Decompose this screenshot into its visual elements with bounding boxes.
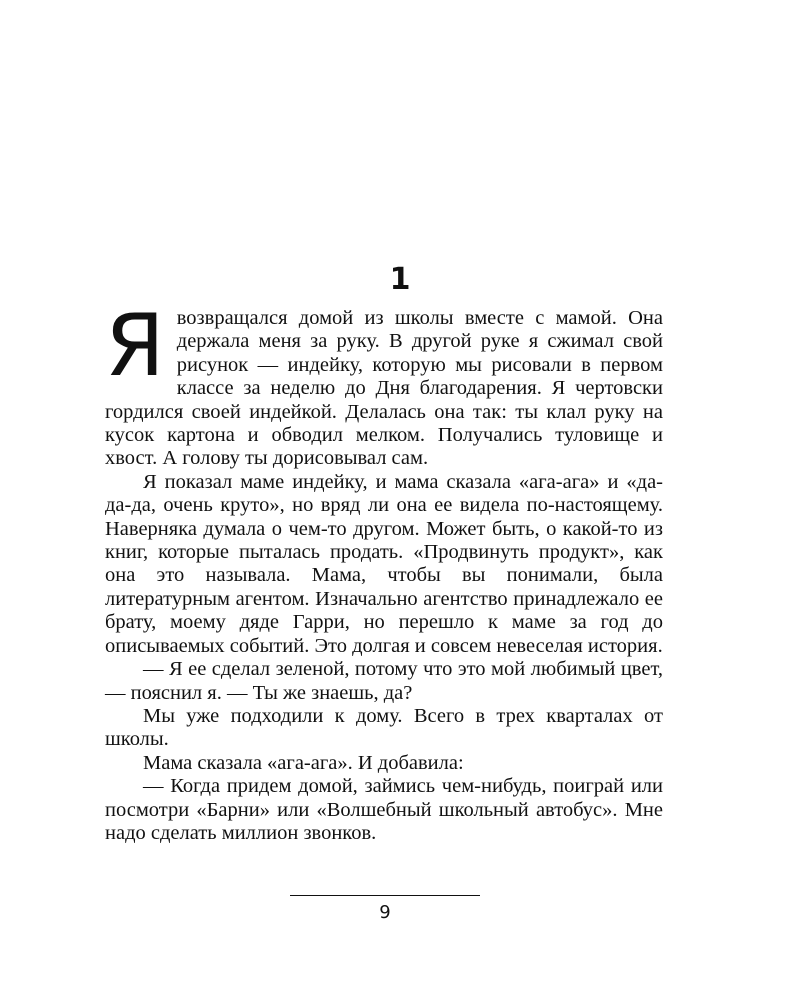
paragraph-1	[105, 296, 663, 471]
paragraph-2: Я показал маме индейку, и мама сказала «ага-ага» и «да-да-да, очень круто», но вряд ли она ее видела по-настоящему. Наверняка думала о чем-то другом. Может быть, о какой-то из книг, которые пыталась продать. «Продвинуть продукт», как она это называла. Мама, чтобы вы понимали, была литературным агентом. Изначально агентство принадлежало ее брату, моему дяде Гарри, но перешло к маме за год до описываемых событий. Это долгая и совсем невеселая история.	[105, 470, 663, 657]
chapter-number: 1	[389, 262, 411, 297]
paragraph-5: Мама сказала «ага-ага». И добавила:	[143, 751, 464, 774]
body-text	[105, 296, 663, 845]
paragraph-4: Мы уже подходили к дому. Всего в трех кварталах от школы.	[105, 704, 663, 751]
paragraph-1-text: возвращался домой из школы вместе с мамой. Она держала меня за руку. В другой руке я сжимал свой рисунок — индейку, которую мы рисовали в первом классе за неделю до Дня благодарения. Я чертовски гордился своей индейкой. Делалась она так: ты клал руку на кусок картона и обводил мелком. Получались туловище и хвост. А голову ты дорисовывал сам.	[105, 307, 663, 470]
drop-cap: Я	[105, 296, 165, 396]
page-number: 9	[379, 902, 391, 923]
paragraph-6: — Когда придем домой, займись чем-нибудь, поиграй или посмотри «Барни» или «Волшебный школьный автобус». Мне надо сделать миллион звонков.	[105, 775, 663, 844]
footer-rule	[290, 895, 480, 896]
paragraph-3: — Я ее сделал зеленой, потому что это мой любимый цвет, — пояснил я. — Ты же знаешь, да?	[105, 658, 663, 704]
